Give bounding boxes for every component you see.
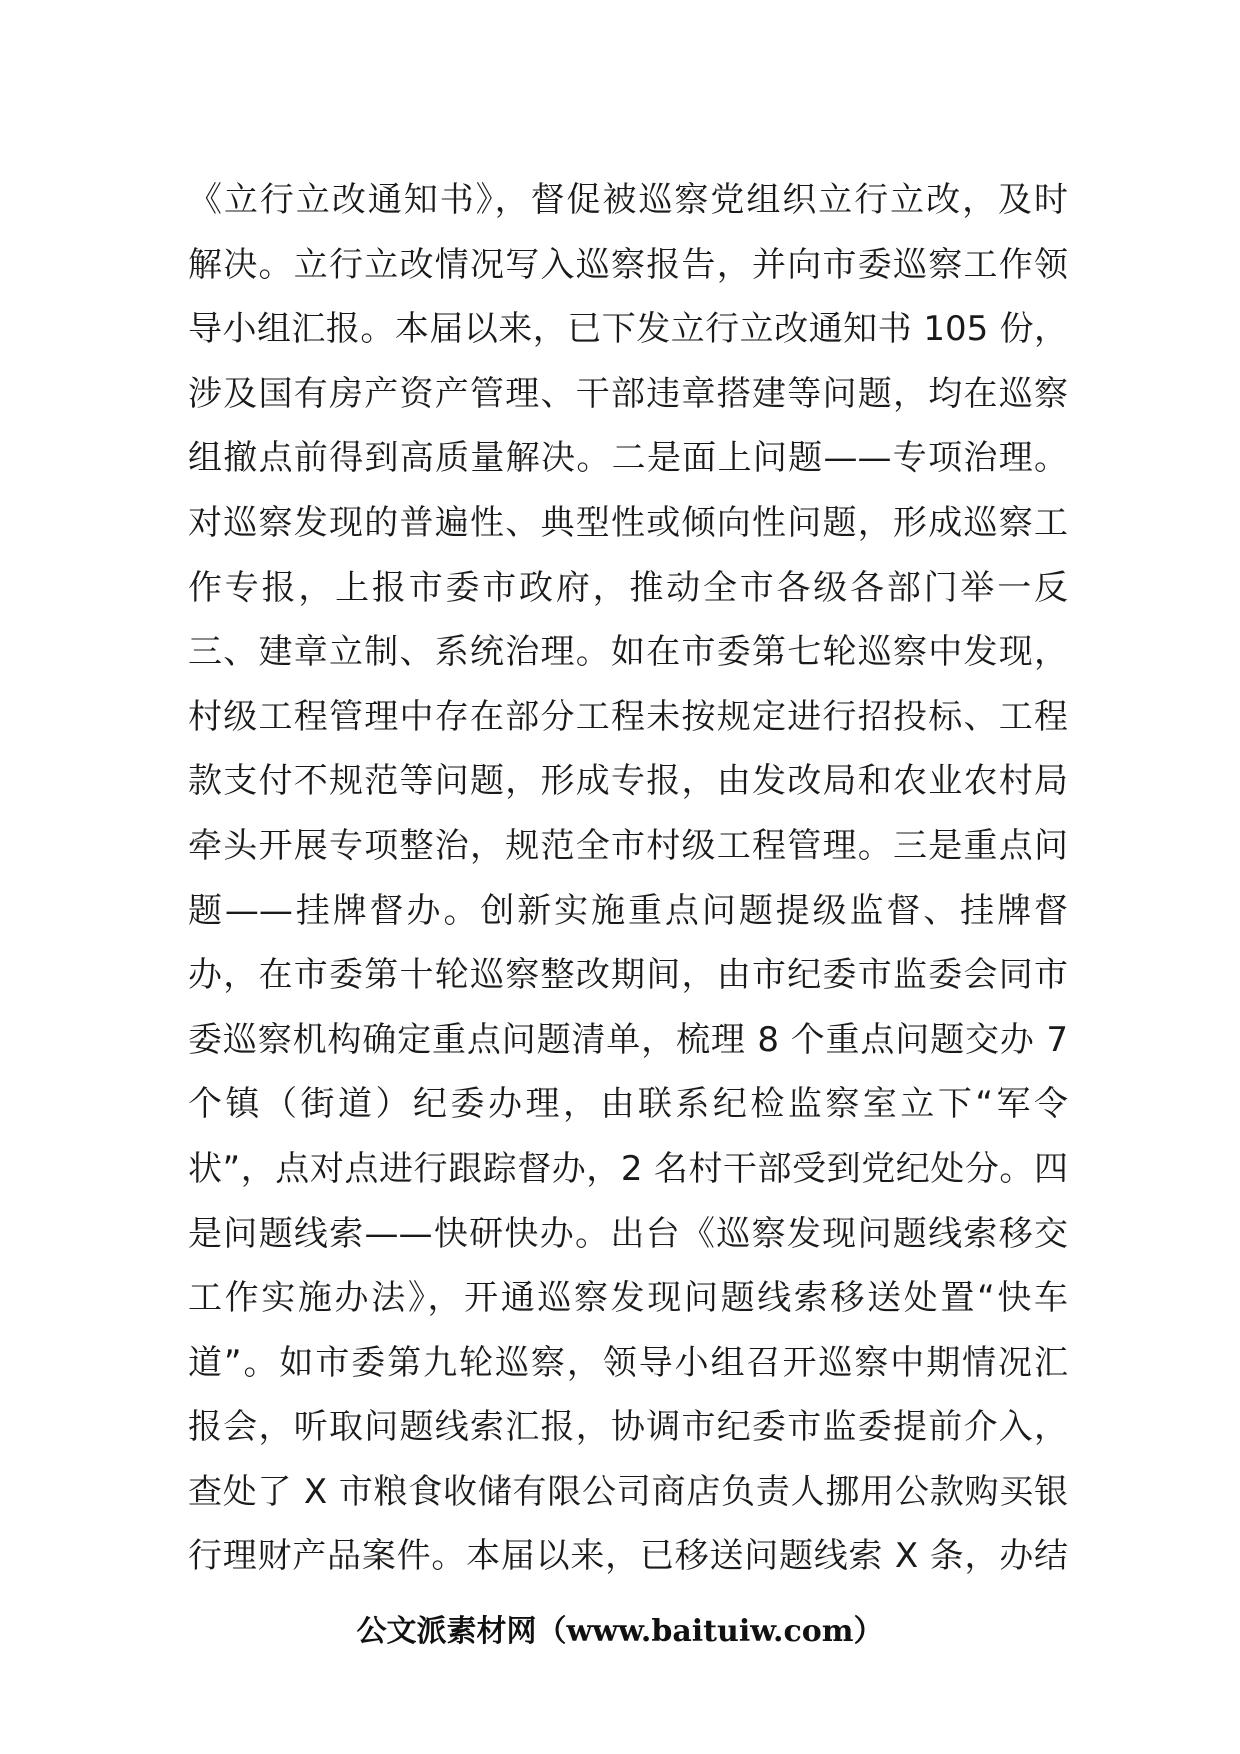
text-line: 题——挂牌督办。创新实施重点问题提级监督、挂牌督 <box>188 890 1068 931</box>
text-line: 查处了 X 市粮食收储有限公司商店负责人挪用公款购买银 <box>188 1471 1068 1512</box>
text-line: 导小组汇报。本届以来，已下发立行立改通知书 105 份， <box>188 309 1068 350</box>
text-line: 个镇（街道）纪委办理，由联系纪检监察室立下“军令 <box>188 1084 1068 1125</box>
text-line: 办，在市委第十轮巡察整改期间，由市纪委市监委会同市 <box>188 955 1068 996</box>
text-line: 涉及国有房产资产管理、干部违章搭建等问题，均在巡察 <box>188 373 1068 414</box>
text-line: 《立行立改通知书》，督促被巡察党组织立行立改，及时 <box>188 180 1068 220</box>
text-line: 状”，点对点进行跟踪督办，2 名村干部受到党纪处分。四 <box>188 1148 1068 1189</box>
text-line: 道”。如市委第九轮巡察，领导小组召开巡察中期情况汇 <box>188 1342 1068 1383</box>
text-line: 解决。立行立改情况写入巡察报告，并向市委巡察工作领 <box>188 244 1068 285</box>
text-line: 报会，听取问题线索汇报，协调市纪委市监委提前介入， <box>188 1407 1068 1448</box>
text-line: 对巡察发现的普遍性、典型性或倾向性问题，形成巡察工 <box>188 502 1068 543</box>
text-line: 牵头开展专项整治，规范全市村级工程管理。三是重点问 <box>188 825 1068 866</box>
text-line: 村级工程管理中存在部分工程未按规定进行招投标、工程 <box>188 696 1068 737</box>
text-line: 三、建章立制、系统治理。如在市委第七轮巡察中发现， <box>188 632 1068 673</box>
text-line: 工作实施办法》，开通巡察发现问题线索移送处置“快车 <box>188 1278 1068 1319</box>
page-footer-watermark: 公文派素材网（www.baituiw.com） <box>356 1614 884 1649</box>
text-line: 组撤点前得到高质量解决。二是面上问题——专项治理。 <box>188 438 1068 479</box>
text-line: 行理财产品案件。本届以来，已移送问题线索 X 条，办结 <box>188 1536 1068 1577</box>
text-line: 款支付不规范等问题，形成专报，由发改局和农业农村局 <box>188 761 1068 802</box>
text-line: 作专报，上报市委市政府，推动全市各级各部门举一反 <box>188 567 1068 608</box>
text-line: 委巡察机构确定重点问题清单，梳理 8 个重点问题交办 7 <box>188 1019 1068 1060</box>
body-paragraph <box>188 168 1068 1589</box>
text-line: 是问题线索——快研快办。出台《巡察发现问题线索移交 <box>188 1213 1068 1254</box>
